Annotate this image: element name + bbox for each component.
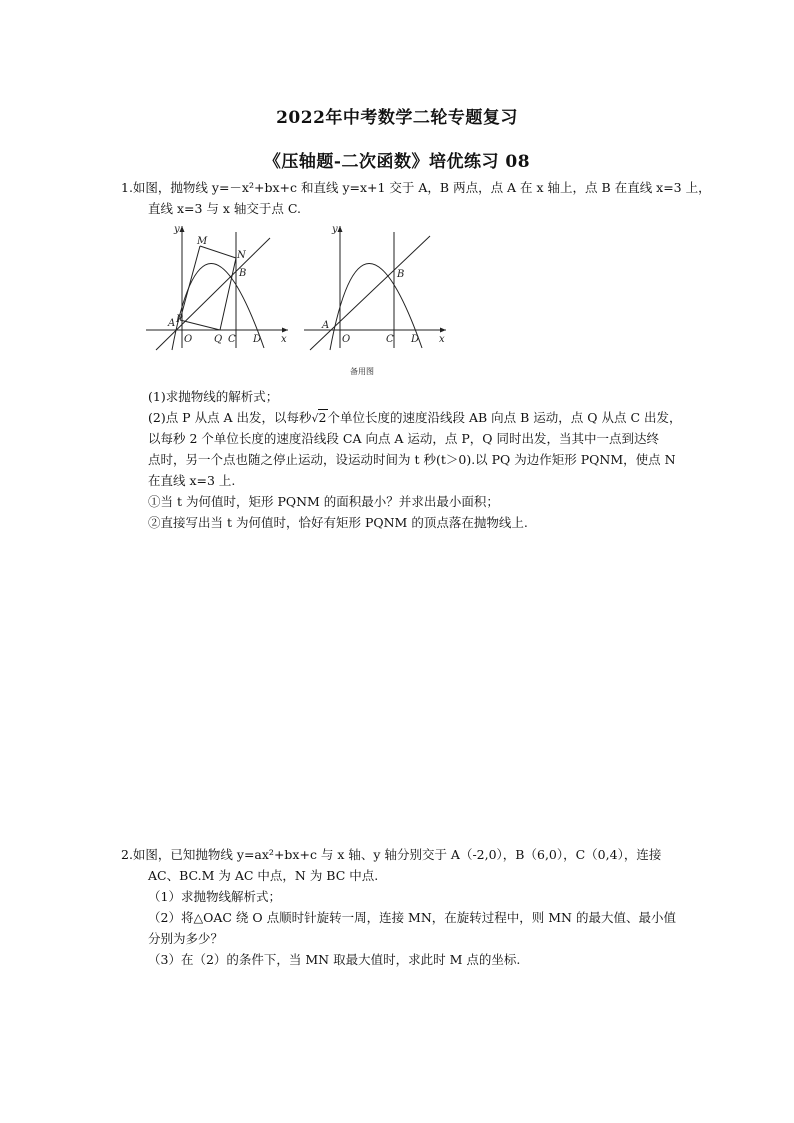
fig1-label-D: D: [253, 334, 262, 345]
fig2-label-A: A: [322, 320, 330, 331]
fig2-label-D: D: [411, 334, 420, 345]
page-title: 2022年中考数学二轮专题复习: [276, 108, 518, 128]
fig1-label-x: x: [281, 334, 287, 345]
fig1-label-Q: Q: [214, 334, 223, 345]
fig1-label-A: A: [168, 318, 176, 329]
q1-sub2: ②直接写出当 t 为何值时，恰好有矩形 PQNM 的顶点落在抛物线上.: [148, 515, 528, 530]
q1-part1: (1)求抛物线的解析式；: [148, 389, 279, 404]
fig1-label-C: C: [228, 334, 236, 345]
q2-stem-line2: AC、BC.M 为 AC 中点，N 为 BC 中点.: [148, 868, 379, 883]
q1-sub1: ①当 t 为何值时，矩形 PQNM 的面积最小？并求出最小面积；: [148, 494, 499, 509]
q1-part2-post: 个单位长度的速度沿线段 AB 向点 B 运动，点 Q 从点 C 出发，: [327, 410, 682, 425]
fig1-label-M: M: [197, 236, 208, 247]
q2-part2-line2: 分别为多少？: [148, 931, 224, 946]
sqrt-symbol: √ 2: [311, 410, 327, 425]
fig2-label-C: C: [386, 334, 394, 345]
q2-part2-line1: （2）将△OAC 绕 O 点顺时针旋转一周，连接 MN，在旋转过程中，则 MN 的最大值、最小值: [148, 910, 676, 925]
fig1-label-O: O: [184, 334, 193, 345]
q1-figure-main: [142, 222, 292, 358]
sqrt-radicand: 2: [318, 410, 327, 425]
fig2-label-x: x: [439, 334, 445, 345]
q1-part2-pre: (2)点 P 从点 A 出发，以每秒: [148, 410, 312, 425]
q2-stem-line1: 2.如图，已知抛物线 y=ax²+bx+c 与 x 轴、y 轴分别交于 A（-2,0），B（6,0），C（0,4），连接: [121, 847, 662, 862]
q2-part1: （1）求抛物线解析式；: [148, 889, 281, 904]
fig1-label-B: B: [239, 268, 247, 279]
fig1-label-y: y: [174, 224, 180, 235]
q1-part2-line1: [148, 410, 682, 426]
q2-part3: （3）在（2）的条件下，当 MN 取最大值时，求此时 M 点的坐标.: [148, 952, 521, 967]
fig2-label-y: y: [332, 224, 338, 235]
fig1-label-N: N: [237, 250, 246, 261]
fig2-label-O: O: [342, 334, 351, 345]
fig2-label-B: B: [397, 269, 405, 280]
q1-part2-line3: 点时，另一个点也随之停止运动，设运动时间为 t 秒(t＞0).以 PQ 为边作矩形 PQNM，使点 N: [148, 452, 676, 467]
page-subtitle: 《压轴题-二次函数》培优练习 08: [263, 152, 531, 172]
q1-part2-line2: 以每秒 2 个单位长度的速度沿线段 CA 向点 A 运动，点 P，Q 同时出发，当其中一点到达终: [148, 431, 660, 446]
fig2-caption: 备用图: [350, 367, 374, 376]
q1-stem-line1: 1.如图，抛物线 y=－x²+bx+c 和直线 y=x+1 交于 A，B 两点，点 A 在 x 轴上，点 B 在直线 x=3 上，: [121, 180, 711, 195]
fig1-label-P: P: [176, 314, 183, 325]
q1-figure-backup: [300, 222, 450, 382]
q1-part2-line4: 在直线 x=3 上.: [148, 473, 236, 488]
q1-stem-line2: 直线 x=3 与 x 轴交于点 C.: [148, 201, 301, 216]
